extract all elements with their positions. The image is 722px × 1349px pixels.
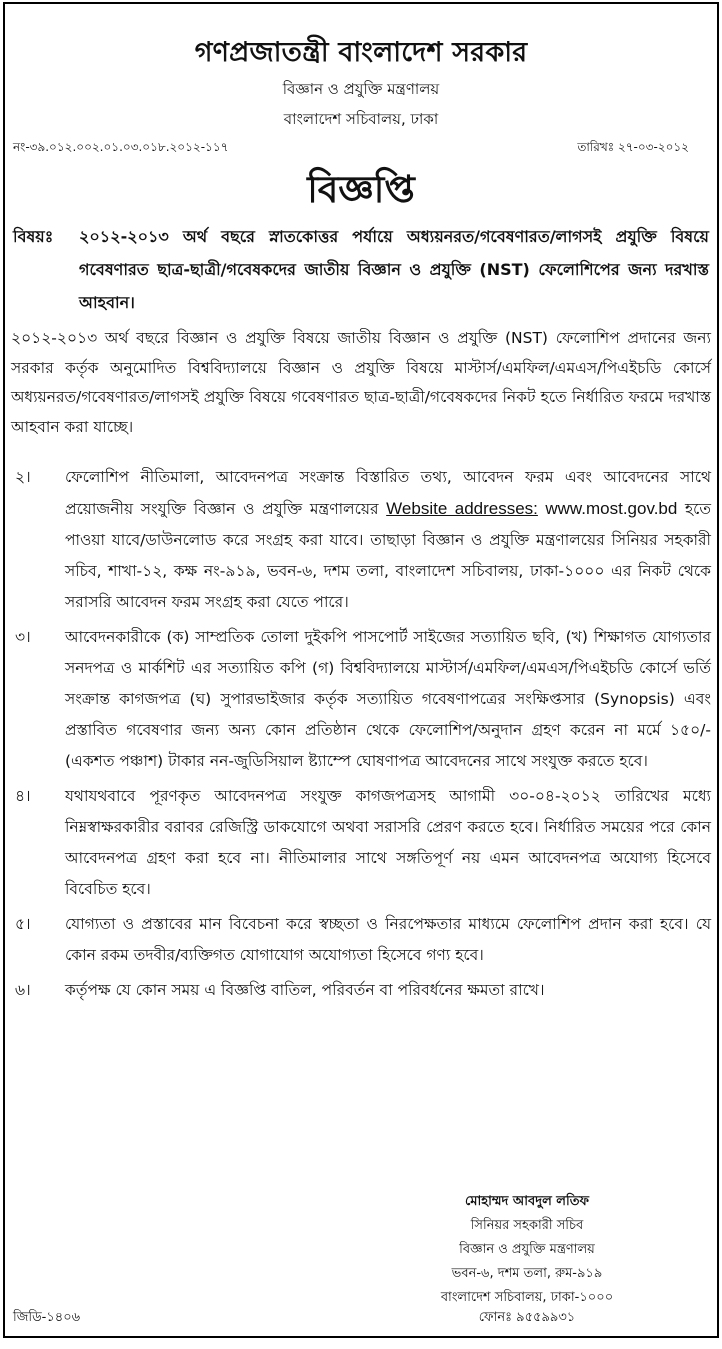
item-text: আবেদনকারীকে (ক) সাম্প্রতিক তোলা দুইকপি পাসপোর্ট সাইজের সত্যায়িত ছবি, (খ) শিক্ষাগত যোগ্যতার সনদপত্র ও মার্কশিট এর সত্যায়িত কপি (গ) বিশ্ববিদ্যালয়ে মাস্টার্স/এমফিল/এমএস/পিএইচডি কোর্সে ভর্তি সংক্রান্ত কাগজপত্র (ঘ) সুপারভাইজার কর্তৃক সত্যায়িত গবেষণাপত্রের সংক্ষিপ্তসার (Synopsis) এবং প্রস্তাবিত গবেষণার জন্য অন্য কোন প্রতিষ্ঠান থেকে ফেলোশিপ/অনুদান গ্রহণ করেন না মর্মে ১৫০/- (একশত পঞ্চাশ) টাকার নন-জুডিসিয়াল ষ্ট্যাম্পে ঘোষণাপত্র আবেদনের সাথে সংযুক্ত করতে হবে। (65, 628, 711, 770)
signatory-address-2: বাংলাদেশ সচিবালয়, ঢাকা-১০০০ (440, 1290, 614, 1305)
item-text-part: হতে পাওয়া যাবে/ডাউনলোড করে সংগ্রহ করা যাবে। তাছাড়া বিজ্ঞান ও প্রযুক্তি মন্ত্রণালয়ের সিনিয়র সহকারী সচিব, শাখা-১২, কক্ষ নং-৯১৯, ভবন-৬, দশম তলা, বাংলাদেশ সচিবালয়, ঢাকা-১০০০ এর নিকট থেকে সরাসরি আবেদন ফরম সংগ্রহ করা যেতে পারে। (65, 500, 712, 611)
signature-block (417, 1190, 637, 1310)
ministry-name: বিজ্ঞান ও প্রযুক্তি মন্ত্রণালয় (282, 80, 440, 98)
list-item (11, 909, 711, 971)
subject-text: ২০১২-২০১৩ অর্থ বছরে স্নাতকোত্তর পর্যায়ে অধ্যয়নরত/গবেষণারত/লাগসই প্রযুক্তি বিষয়ে গবেষণারত ছাত্র-ছাত্রী/গবেষকদের জাতীয় বিজ্ঞান ও প্রযুক্তি (NST) ফেলোশিপের জন্য দরখাস্ত আহবান। (79, 227, 709, 312)
notice-document (3, 2, 719, 1338)
memo-number: নং-৩৯.০১২.০০২.০১.০৩.০১৮.২০১২-১১৭ (13, 140, 229, 154)
item-number: ২। (15, 468, 31, 486)
item-text: যোগ্যতা ও প্রস্তাবের মান বিবেচনা করে স্বচ্ছতা ও নিরপেক্ষতার মাধ্যমে ফেলোশিপ প্রদান করা হবে। যে কোন রকম তদবীর/ব্যক্তিগত যোগাযোগ অযোগ্যতা হিসেবে গণ্য হবে। (65, 915, 711, 964)
signatory-ministry: বিজ্ঞান ও প্রযুক্তি মন্ত্রণালয় (459, 1242, 595, 1257)
item-text (65, 462, 711, 618)
government-title: গণপ্রজাতন্ত্রী বাংলাদেশ সরকার (194, 37, 528, 68)
subject-block (13, 220, 709, 319)
item-number: ৩। (15, 628, 31, 646)
item-text: কর্তৃপক্ষ যে কোন সময় এ বিজ্ঞপ্তি বাতিল, পরিবর্তন বা পরিবর্ধনের ক্ষমতা রাখে। (65, 981, 545, 999)
subject-label: বিষয়ঃ (13, 227, 54, 246)
signatory-designation: সিনিয়র সহকারী সচিব (470, 1218, 584, 1233)
list-item (11, 781, 711, 905)
signatory-phone: ফোনঃ ৯৫৫৯৯৩১ (478, 1310, 576, 1325)
notice-items (11, 462, 711, 1010)
item-text: যথাযথবাবে পূরণকৃত আবেদনপত্র সংযুক্ত কাগজপত্রসহ আগামী ৩০-০৪-২০১২ তারিখের মধ্যে নিম্নস্বাক্ষরকারীর বরাবর রেজিস্ট্রি ডাকযোগে অথবা সরাসরি প্রেরণ করতে হবে। নির্ধারিত সময়ের পরে কোন আবেদনপত্র গ্রহণ করা হবে না। নীতিমালার সাথে সঙ্গতিপূর্ণ নয় এমন আবেদনপত্র অযোগ্য হিসেবে বিবেচিত হবে। (65, 787, 711, 898)
item-number: ৪। (15, 787, 31, 805)
intro-paragraph: ২০১২-২০১৩ অর্থ বছরে বিজ্ঞান ও প্রযুক্তি বিষয়ে জাতীয় বিজ্ঞান ও প্রযুক্তি (NST) ফেলোশিপ প্রদানের জন্য সরকার কর্তৃক অনুমোদিত বিশ্ববিদ্যালয়ে বিজ্ঞান ও প্রযুক্তি বিষয়ে মাস্টার্স/এমফিল/এমএস/পিএইচডি কোর্সে অধ্যয়নরত/গবেষণারত/লাগসই প্রযুক্তি বিষয়ে গবেষণারত ছাত্র-ছাত্রী/গবেষকদের নিকট হতে নির্ধারিত ফরমে দরখাস্ত আহবান করা যাচ্ছে। (11, 329, 711, 436)
signatory-name: মোহাম্মদ আবদুল লতিফ (465, 1194, 589, 1209)
list-item (11, 462, 711, 618)
list-item (11, 975, 711, 1006)
signatory-address-1: ভবন-৬, দশম তলা, রুম-৯১৯ (451, 1266, 603, 1281)
dg-number: জিডি-১৪০৬ (13, 1310, 81, 1325)
memo-date: তারিখঃ ২৭-০৩-২০১২ (577, 140, 689, 154)
list-item (11, 622, 711, 777)
item-number: ৫। (15, 915, 31, 933)
secretariat-address: বাংলাদেশ সচিবালয়, ঢাকা (283, 110, 439, 128)
item-number: ৬। (15, 981, 31, 999)
item-text-part: ফেলোশিপ নীতিমালা, আবেদনপত্র সংক্রান্ত বিস্তারিত তথ্য, আবেদন ফরম এবং আবেদনের সাথে প্রয়োজনীয় সংযুক্তি বিজ্ঞান ও প্রযুক্তি মন্ত্রণালয়ের (65, 468, 711, 518)
website-url[interactable]: www.most.gov.bd (537, 499, 678, 518)
website-link[interactable]: Website addresses: (386, 499, 538, 518)
notice-title: বিজ্ঞপ্তি (307, 168, 415, 211)
